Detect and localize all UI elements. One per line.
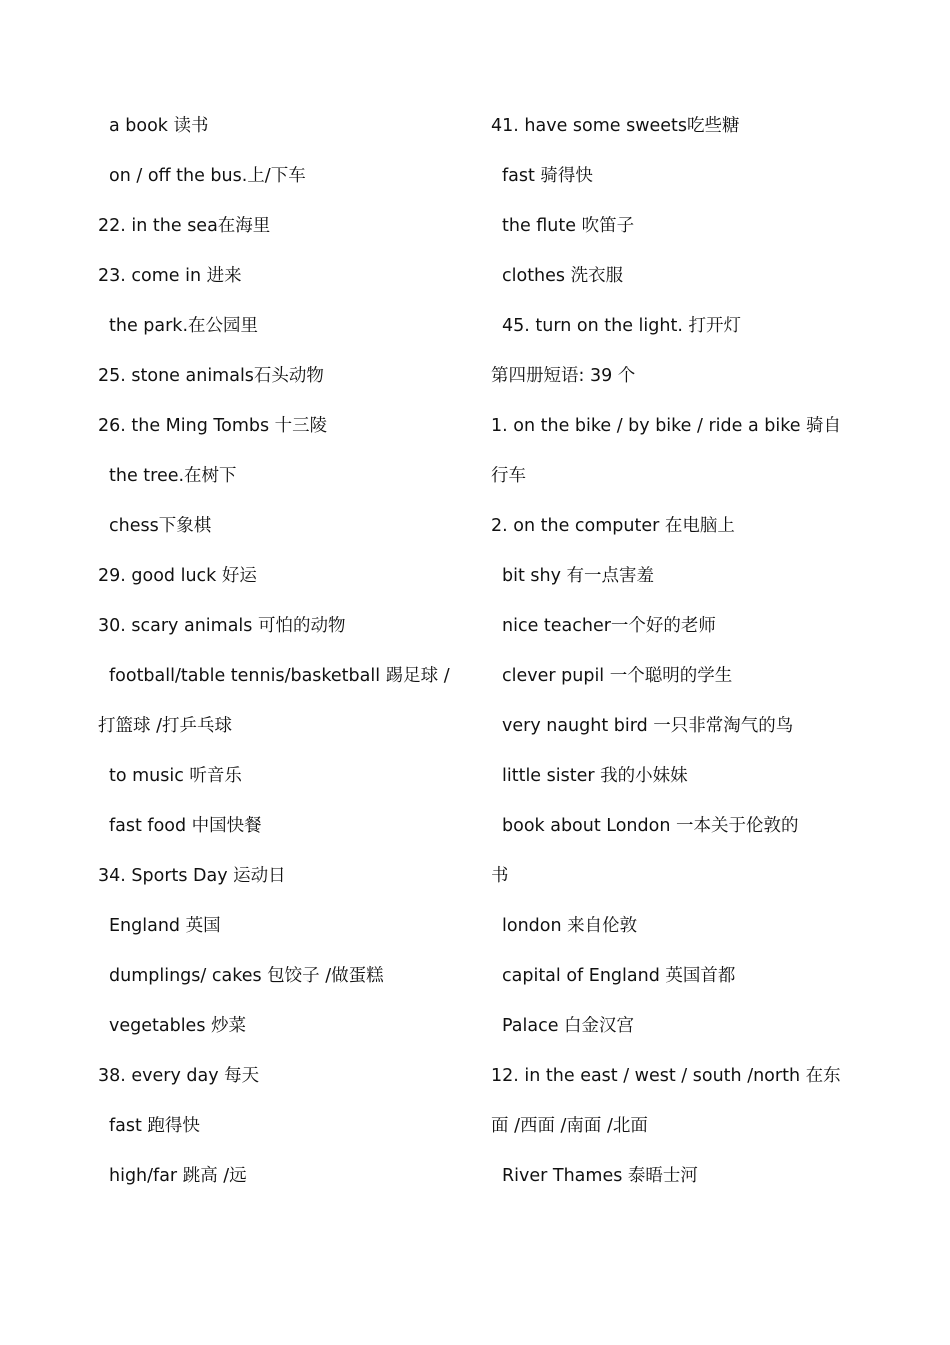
phrase-line: 38. every day 每天	[98, 1066, 260, 1086]
phrase-line: vegetables 炒菜	[109, 1016, 247, 1036]
phrase-line: london 来自伦敦	[502, 916, 638, 936]
section-heading: 第四册短语: 39 个	[491, 366, 636, 386]
phrase-line: a book 读书	[109, 116, 209, 136]
phrase-line: 45. turn on the light. 打开灯	[502, 316, 741, 336]
phrase-line: 34. Sports Day 运动日	[98, 866, 286, 886]
phrase-line: football/table tennis/basketball 踢足球 /	[109, 666, 450, 686]
phrase-line: to music 听音乐	[109, 766, 242, 786]
phrase-line: chess下象棋	[109, 516, 212, 536]
phrase-line: 41. have some sweets吃些糖	[491, 116, 740, 136]
phrase-line-continuation: 打篮球 /打乒乓球	[98, 716, 232, 736]
phrase-line: little sister 我的小妹妹	[502, 766, 688, 786]
phrase-line: 1. on the bike / by bike / ride a bike 骑自	[491, 416, 842, 436]
phrase-line: book about London 一本关于伦敦的	[502, 816, 799, 836]
phrase-line: the tree.在树下	[109, 466, 237, 486]
phrase-line-continuation: 行车	[491, 466, 526, 486]
phrase-line: 29. good luck 好运	[98, 566, 257, 586]
phrase-line: clothes 洗衣服	[502, 266, 624, 286]
phrase-line: nice teacher一个好的老师	[502, 616, 716, 636]
phrase-line-continuation: 面 /西面 /南面 /北面	[491, 1116, 648, 1136]
phrase-line: 23. come in 进来	[98, 266, 242, 286]
left-column	[98, 114, 458, 1188]
phrase-line: the park.在公园里	[109, 316, 259, 336]
phrase-line: River Thames 泰晤士河	[502, 1166, 698, 1186]
phrase-line: on / off the bus.上/下车	[109, 166, 306, 186]
right-column	[491, 114, 851, 1188]
phrase-line: 2. on the computer 在电脑上	[491, 516, 735, 536]
phrase-line: fast food 中国快餐	[109, 816, 262, 836]
phrase-line: fast 跑得快	[109, 1116, 200, 1136]
phrase-line: England 英国	[109, 916, 221, 936]
phrase-line: dumplings/ cakes 包饺子 /做蛋糕	[109, 966, 384, 986]
phrase-line: 25. stone animals石头动物	[98, 366, 324, 386]
phrase-line: the flute 吹笛子	[502, 216, 635, 236]
phrase-line: fast 骑得快	[502, 166, 593, 186]
phrase-line: 26. the Ming Tombs 十三陵	[98, 416, 328, 436]
phrase-line: high/far 跳高 /远	[109, 1166, 247, 1186]
phrase-line: very naught bird 一只非常淘气的鸟	[502, 716, 794, 736]
phrase-line-continuation: 书	[491, 866, 509, 886]
phrase-line: 22. in the sea在海里	[98, 216, 271, 236]
phrase-line: capital of England 英国首都	[502, 966, 736, 986]
phrase-line: Palace 白金汉宫	[502, 1016, 635, 1036]
phrase-line: 30. scary animals 可怕的动物	[98, 616, 346, 636]
phrase-line: bit shy 有一点害羞	[502, 566, 655, 586]
phrase-line: clever pupil 一个聪明的学生	[502, 666, 733, 686]
phrase-line: 12. in the east / west / south /north 在东	[491, 1066, 841, 1086]
